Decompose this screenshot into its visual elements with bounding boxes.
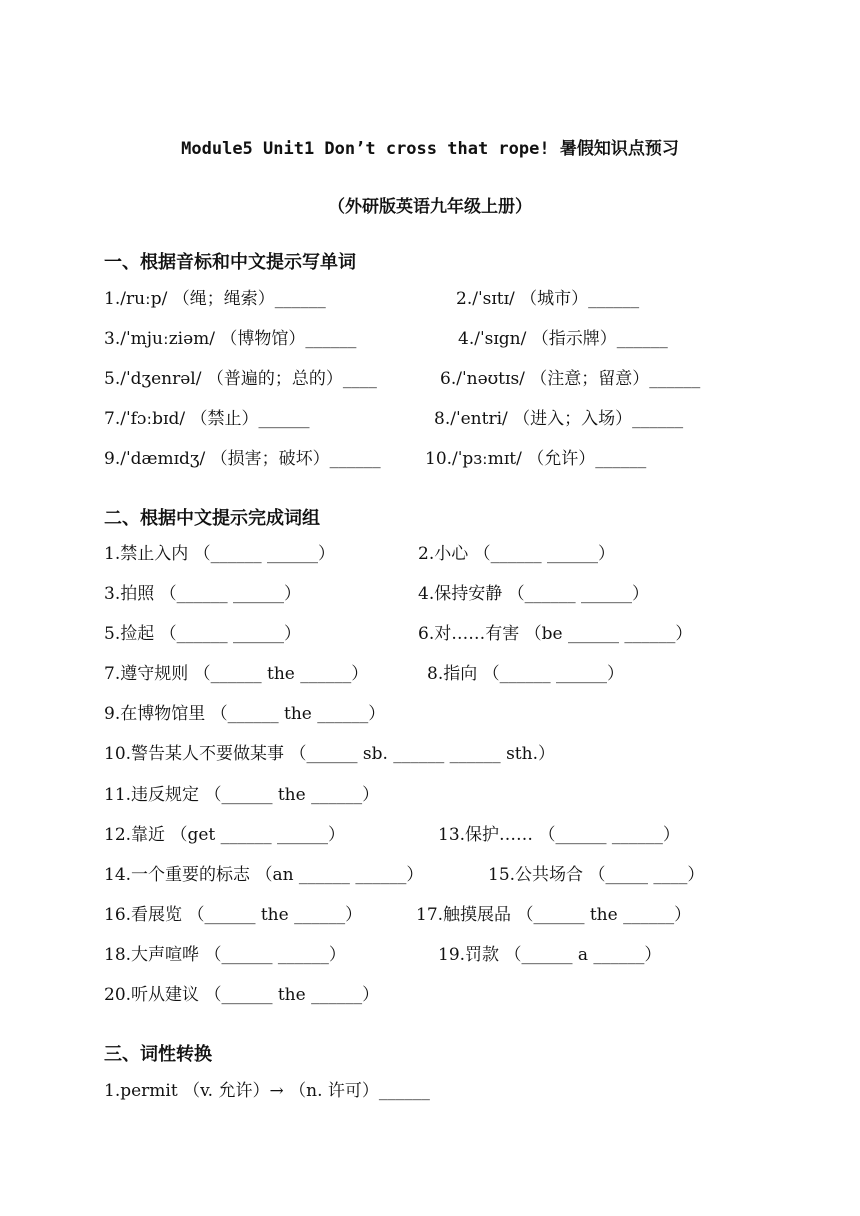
- section1-item-9: 9./ˈdæmɪdʒ/ （损害；破坏）______: [104, 449, 381, 469]
- section2-item-5: 5.捡起 （______ ______）: [104, 624, 302, 644]
- section1-item-7: 7./ˈfɔːbɪd/ （禁止）______: [104, 409, 310, 429]
- worksheet-subtitle: （外研版英语九年级上册）: [328, 197, 532, 217]
- section2-item-10: 10.警告某人不要做某事 （______ sb. ______ ______ sth.）: [104, 744, 555, 764]
- section1-item-4: 4./ˈsɪgn/ （指示牌）______: [458, 329, 668, 349]
- section2-item-4: 4.保持安静 （______ ______）: [418, 584, 650, 604]
- section2-item-6: 6.对……有害 （be ______ ______）: [418, 624, 693, 644]
- worksheet-title: Module5 Unit1 Don’t cross that rope! 暑假知识点预习: [181, 139, 679, 159]
- section1-item-2: 2./ˈsɪtɪ/ （城市）______: [456, 289, 640, 309]
- section2-item-20: 20.听从建议 （______ the ______）: [104, 985, 380, 1005]
- section2-item-8: 8.指向 （______ ______）: [427, 664, 625, 684]
- section2-item-16: 16.看展览 （______ the ______）: [104, 905, 363, 925]
- section1-heading: 一、根据音标和中文提示写单词: [104, 252, 356, 273]
- section2-item-18: 18.大声喧哗 （______ ______）: [104, 945, 346, 965]
- section3-heading: 三、词性转换: [104, 1044, 212, 1065]
- section1-item-8: 8./ˈentri/ （进入；入场）______: [434, 409, 684, 429]
- section2-item-1: 1.禁止入内 （______ ______）: [104, 544, 336, 564]
- section2-item-7: 7.遵守规则 （______ the ______）: [104, 664, 369, 684]
- section2-item-3: 3.拍照 （______ ______）: [104, 584, 302, 604]
- section2-item-12: 12.靠近 （get ______ ______）: [104, 825, 346, 845]
- section2-item-19: 19.罚款 （______ a ______）: [438, 945, 662, 965]
- section2-item-15: 15.公共场合 （_____ ____）: [488, 865, 705, 885]
- section1-item-1: 1./ruːp/ （绳；绳索）______: [104, 289, 326, 309]
- section1-item-3: 3./ˈmjuːziəm/ （博物馆）______: [104, 329, 357, 349]
- section2-item-9: 9.在博物馆里 （______ the ______）: [104, 704, 386, 724]
- section2-item-11: 11.违反规定 （______ the ______）: [104, 785, 380, 805]
- section3-item-1: 1.permit （v. 允许）→ （n. 许可）______: [104, 1081, 430, 1101]
- section1-item-6: 6./ˈnəʊtɪs/ （注意；留意）______: [440, 369, 701, 389]
- section1-item-10: 10./ˈpɜːmɪt/ （允许）______: [425, 449, 647, 469]
- section1-item-5: 5./ˈdʒenrəl/ （普遍的；总的）____: [104, 369, 377, 389]
- section2-item-17: 17.触摸展品 （______ the ______）: [416, 905, 692, 925]
- section2-heading: 二、根据中文提示完成词组: [104, 508, 320, 529]
- section2-item-14: 14.一个重要的标志 （an ______ ______）: [104, 865, 424, 885]
- section2-item-2: 2.小心 （______ ______）: [418, 544, 616, 564]
- section2-item-13: 13.保护…… （______ ______）: [438, 825, 680, 845]
